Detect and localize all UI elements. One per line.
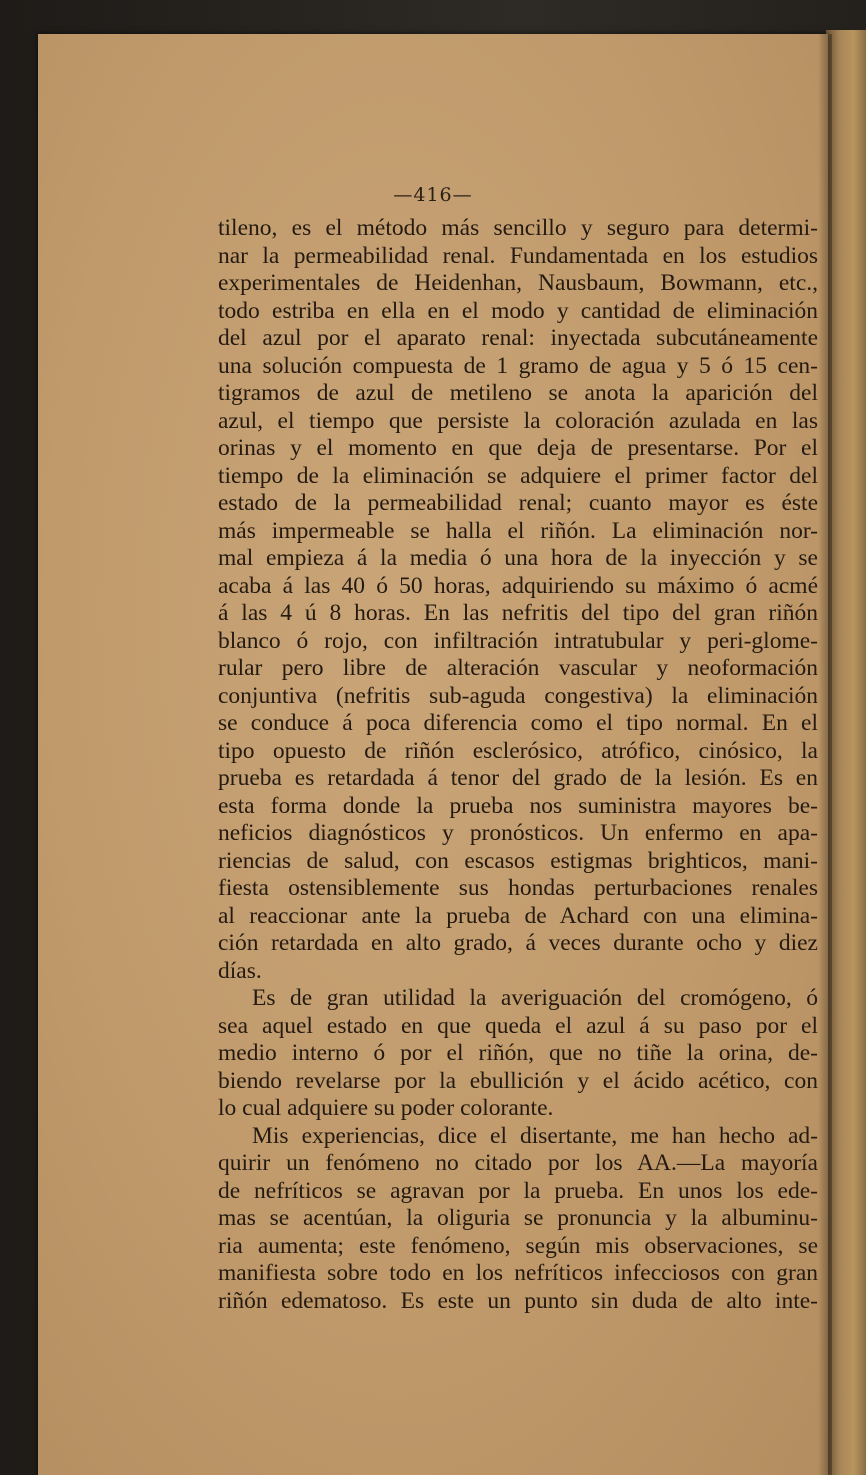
text-line: Es de gran utilidad la averiguación del cromógeno, ó bbox=[252, 985, 818, 1011]
text-line: tipo opuesto de riñón esclerósico, atrófico, cinósico, la bbox=[218, 737, 818, 764]
text-line: del azul por el aparato renal: inyectada subcutáneamente bbox=[218, 325, 818, 351]
book-page bbox=[38, 34, 828, 1475]
text-line: se conduce á poca diferencia como el tipo normal. En el bbox=[218, 710, 818, 736]
text-line: conjuntiva (nefritis sub-aguda congestiva) la eliminación bbox=[218, 682, 818, 709]
text-line: al reaccionar ante la prueba de Achard con una elimina- bbox=[218, 902, 818, 929]
text-line: una solución compuesta de 1 gramo de agua y 5 ó 15 cen- bbox=[218, 352, 818, 379]
text-line: prueba es retardada á tenor del grado de la lesión. Es en bbox=[218, 765, 818, 791]
text-line: manifiesta sobre todo en los nefríticos infecciosos con gran bbox=[218, 1260, 818, 1286]
text-line: esta forma donde la prueba nos suministra mayores be- bbox=[218, 792, 818, 819]
text-line: biendo revelarse por la ebullición y el ácido acético, con bbox=[218, 1067, 818, 1094]
text-line: mas se acentúan, la oliguria se pronuncia y la albuminu- bbox=[218, 1205, 818, 1231]
text-line: á las 4 ú 8 horas. En las nefritis del tipo del gran riñón bbox=[218, 600, 818, 626]
text-line: todo estriba en ella en el modo y cantidad de eliminación bbox=[218, 297, 818, 324]
text-line: orinas y el momento en que deja de presentarse. Por el bbox=[218, 435, 818, 461]
text-line: Mis experiencias, dice el disertante, me han hecho ad- bbox=[252, 1122, 818, 1149]
text-line: fiesta ostensiblemente sus hondas perturbaciones renales bbox=[218, 875, 818, 901]
text-line: rular pero libre de alteración vascular y neoformación bbox=[218, 655, 818, 681]
text-line: blanco ó rojo, con infiltración intratubular y peri-glome- bbox=[218, 627, 818, 654]
next-page-edge bbox=[826, 30, 866, 1475]
gutter-shadow bbox=[818, 34, 832, 1475]
text-line: mal empieza á la media ó una hora de la inyección y se bbox=[218, 545, 818, 571]
text-line: riencias de salud, con escasos estigmas brighticos, mani- bbox=[218, 847, 818, 874]
text-line: de nefríticos se agravan por la prueba. En unos los ede- bbox=[218, 1177, 818, 1204]
text-line: azul, el tiempo que persiste la coloración azulada en las bbox=[218, 407, 818, 434]
text-line: estado de la permeabilidad renal; cuanto mayor es éste bbox=[218, 490, 818, 516]
text-line: días. bbox=[218, 957, 262, 984]
text-line: tiempo de la eliminación se adquiere el primer factor del bbox=[218, 462, 818, 489]
text-line: ción retardada en alto grado, á veces durante ocho y diez bbox=[218, 930, 818, 956]
text-line: acaba á las 40 ó 50 horas, adquiriendo su máximo ó acmé bbox=[218, 572, 818, 599]
text-line: riñón edematoso. Es este un punto sin duda de alto inte- bbox=[218, 1287, 818, 1314]
text-line: tigramos de azul de metileno se anota la aparición del bbox=[218, 380, 818, 406]
text-line: ria aumenta; este fenómeno, según mis observaciones, se bbox=[218, 1232, 818, 1259]
text-line: experimentales de Heidenhan, Nausbaum, Bowmann, etc., bbox=[218, 270, 818, 296]
text-line: tileno, es el método más sencillo y seguro para determi- bbox=[218, 215, 818, 241]
text-line: medio interno ó por el riñón, que no tiñe la orina, de- bbox=[218, 1040, 818, 1066]
text-line: sea aquel estado en que queda el azul á su paso por el bbox=[218, 1012, 818, 1039]
text-line: quirir un fenómeno no citado por los AA.—La mayoría bbox=[218, 1150, 818, 1176]
text-line: lo cual adquiere su poder colorante. bbox=[218, 1095, 554, 1121]
body-text bbox=[218, 215, 818, 1315]
text-line: neficios diagnósticos y pronósticos. Un enfermo en apa- bbox=[218, 820, 818, 846]
text-line: nar la permeabilidad renal. Fundamentada en los estudios bbox=[218, 242, 818, 269]
text-line: más impermeable se halla el riñón. La eliminación nor- bbox=[218, 517, 818, 544]
page-number: —416— bbox=[393, 184, 473, 206]
